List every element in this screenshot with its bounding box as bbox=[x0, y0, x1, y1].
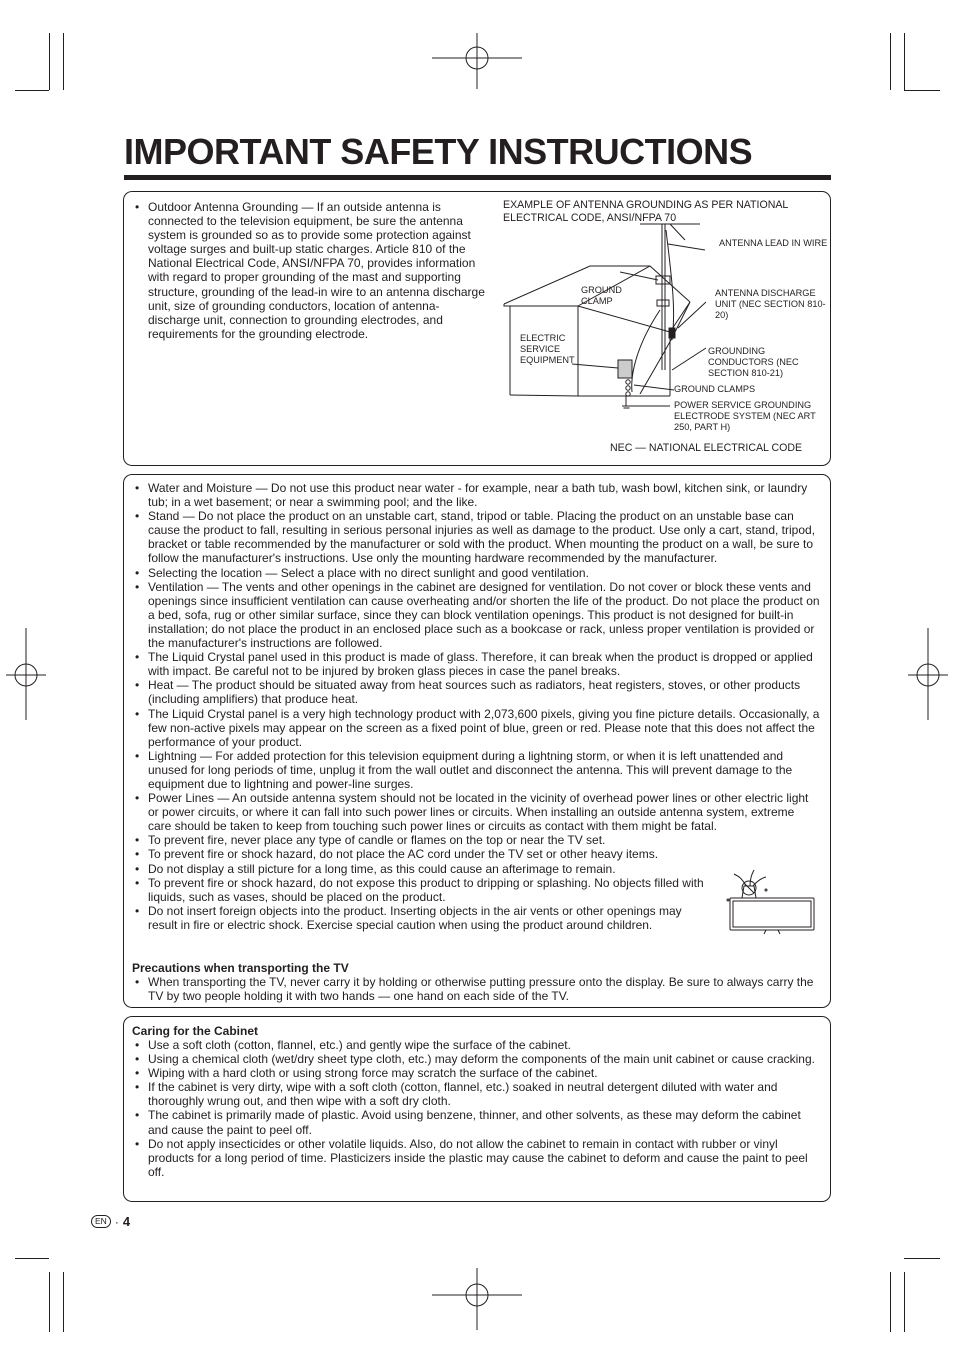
language-badge: EN bbox=[91, 1215, 111, 1228]
list-item: • Using a chemical cloth (wet/dry sheet type cloth, etc.) may deform the components of the main unit cabinet or cause cracking. bbox=[128, 1052, 820, 1066]
general-precautions-section bbox=[123, 474, 831, 1008]
title-rule bbox=[124, 175, 831, 180]
list-item: • Do not display a still picture for a long time, as this could cause an afterimage to remain. bbox=[128, 862, 820, 876]
list-item: • To prevent fire or shock hazard, do not expose this product to dripping or splashing. No objects filled with liquids, such as vases, should be placed on the product. bbox=[128, 876, 712, 904]
list-item: • Selecting the location — Select a place with no direct sunlight and good ventilation. bbox=[128, 566, 820, 580]
page-title: IMPORTANT SAFETY INSTRUCTIONS bbox=[124, 131, 753, 172]
list-item: • Use a soft cloth (cotton, flannel, etc.) and gently wipe the surface of the cabinet. bbox=[128, 1038, 820, 1052]
list-item: • If the cabinet is very dirty, wipe with a soft cloth (cotton, flannel, etc.) soaked in neutral detergent diluted with water and thoroughly wrung out, and then wipe with a soft dry cloth. bbox=[128, 1080, 820, 1108]
antenna-grounding-section bbox=[123, 191, 831, 466]
list-item: • The cabinet is primarily made of plastic. Avoid using benzene, thinner, and other solvents, as these may deform the cabinet and cause the paint to peel off. bbox=[128, 1108, 820, 1136]
list-item: • Stand — Do not place the product on an unstable cart, stand, tripod or table. Placing the product on an unstable base can cause the product to fall, resulting in serious personal injuries as well as damage to the product. Use only a cart, stand, tripod, bracket or table recommended by the manufacturer or sold with the product. When mounting the product on a wall, be sure to follow the manufacturer's instructions. Use only the mounting hardware recommended by the manufacturer. bbox=[128, 509, 820, 565]
diagram-heading: EXAMPLE OF ANTENNA GROUNDING AS PER NATIONAL ELECTRICAL CODE, ANSI/NFPA 70 bbox=[503, 199, 788, 224]
list-item: • When transporting the TV, never carry it by holding or otherwise putting pressure onto the display. Be sure to always carry the TV by two people holding it with two hands — one hand on each side of the TV. bbox=[128, 975, 820, 1003]
list-item: • Water and Moisture — Do not use this product near water - for example, near a bath tub, wash bowl, kitchen sink, or laundry tub; in a wet basement; or near a swimming pool; and the like. bbox=[128, 481, 820, 509]
list-item: • Power Lines — An outside antenna system should not be located in the vicinity of overhead power lines or other electric light or power circuits, or where it can fall into such power lines or circuits. When installing an outside antenna system, extreme care should be taken to keep from touching such power lines or circuits as contact with them might be fatal. bbox=[128, 791, 820, 833]
general-list bbox=[128, 481, 820, 932]
list-item: • To prevent fire, never place any type of candle or flames on the top or near the TV set. bbox=[128, 833, 820, 847]
label-electric-service: ELECTRIC SERVICE EQUIPMENT bbox=[520, 333, 575, 365]
list-item: • Do not apply insecticides or other volatile liquids. Also, do not allow the cabinet to remain in contact with rubber or vinyl products for a long period of time. Plasticizers inside the plastic may cause the cabinet to deform and cause the paint to peel off. bbox=[128, 1137, 820, 1179]
grounding-list bbox=[128, 200, 490, 341]
registration-mark-left bbox=[6, 628, 46, 720]
grounding-item: • Outdoor Antenna Grounding — If an outside antenna is connected to the television equipment, be sure the antenna system is grounded so as to provide some protection against voltage surges and built-up static charges. Article 810 of the National Electrical Code, ANSI/NFPA 70, provides information with regard to proper grounding of the mast and supporting structure, grounding of the lead-in wire to an antenna discharge unit, size of grounding conductors, location of antenna-discharge unit, connection to grounding electrodes, and requirements for the grounding electrode. bbox=[128, 200, 490, 341]
tv-vase-warning-illustration bbox=[720, 868, 820, 938]
cabinet-heading: Caring for the Cabinet bbox=[132, 1024, 259, 1038]
separator-dot: · bbox=[114, 1214, 119, 1229]
nec-note: NEC — NATIONAL ELECTRICAL CODE bbox=[610, 442, 803, 454]
cabinet-list bbox=[128, 1038, 820, 1179]
page-number: 4 bbox=[122, 1214, 131, 1229]
label-grounding-conductors: GROUNDING CONDUCTORS (NEC SECTION 810-21) bbox=[708, 346, 799, 378]
list-item: • Lightning — For added protection for this television equipment during a lightning storm, or when it is left unattended and unused for long periods of time, unplug it from the wall outlet and disconnect the antenna. This will prevent damage to the equipment due to lightning and power-line surges. bbox=[128, 749, 820, 791]
label-discharge-unit: ANTENNA DISCHARGE UNIT (NEC SECTION 810-20) bbox=[715, 288, 826, 320]
label-ground-clamps: GROUND CLAMPS bbox=[674, 384, 756, 394]
registration-mark-top bbox=[432, 33, 522, 89]
label-antenna-lead: ANTENNA LEAD IN WIRE bbox=[719, 238, 828, 248]
list-item: • Wiping with a hard cloth or using strong force may scratch the surface of the cabinet. bbox=[128, 1066, 820, 1080]
cabinet-care-section bbox=[123, 1016, 831, 1202]
label-power-service: POWER SERVICE GROUNDING ELECTRODE SYSTEM (NEC ART 250, PART H) bbox=[674, 400, 816, 432]
list-item: • To prevent fire or shock hazard, do not place the AC cord under the TV set or other heavy items. bbox=[128, 847, 820, 861]
registration-mark-right bbox=[908, 628, 948, 720]
list-item: • Heat — The product should be situated away from heat sources such as radiators, heat registers, stoves, or other products (including amplifiers) that produce heat. bbox=[128, 678, 820, 706]
registration-mark-bottom bbox=[432, 1268, 522, 1330]
transport-list bbox=[128, 975, 820, 1003]
label-ground-clamp: GROUND CLAMP bbox=[581, 285, 622, 306]
page-footer bbox=[91, 1214, 130, 1229]
list-item: • Do not insert foreign objects into the product. Inserting objects in the air vents or other openings may result in fire or electric shock. Exercise special caution when using the product around children. bbox=[128, 904, 700, 932]
list-item: • Ventilation — The vents and other openings in the cabinet are designed for ventilation. Do not cover or block these vents and openings since insufficient ventilation can cause overheating and/or shorten the life of the product. Do not place the product on a bed, sofa, rug or other similar surface, since they can block ventilation openings. This product is not designed for built-in installation; do not place the product in an enclosed place such as a bookcase or rack, unless proper ventilation is provided or the manufacturer's instructions are followed. bbox=[128, 580, 820, 650]
list-item: • The Liquid Crystal panel is a very high technology product with 2,073,600 pixels, giving you fine picture details. Occasionally, a few non-active pixels may appear on the screen as a fixed point of blue, green or red. Please note that this does not affect the performance of your product. bbox=[128, 707, 820, 749]
list-item: • The Liquid Crystal panel used in this product is made of glass. Therefore, it can break when the product is dropped or applied with impact. Be careful not to be injured by broken glass pieces in case the panel breaks. bbox=[128, 650, 820, 678]
transport-heading: Precautions when transporting the TV bbox=[132, 961, 349, 975]
